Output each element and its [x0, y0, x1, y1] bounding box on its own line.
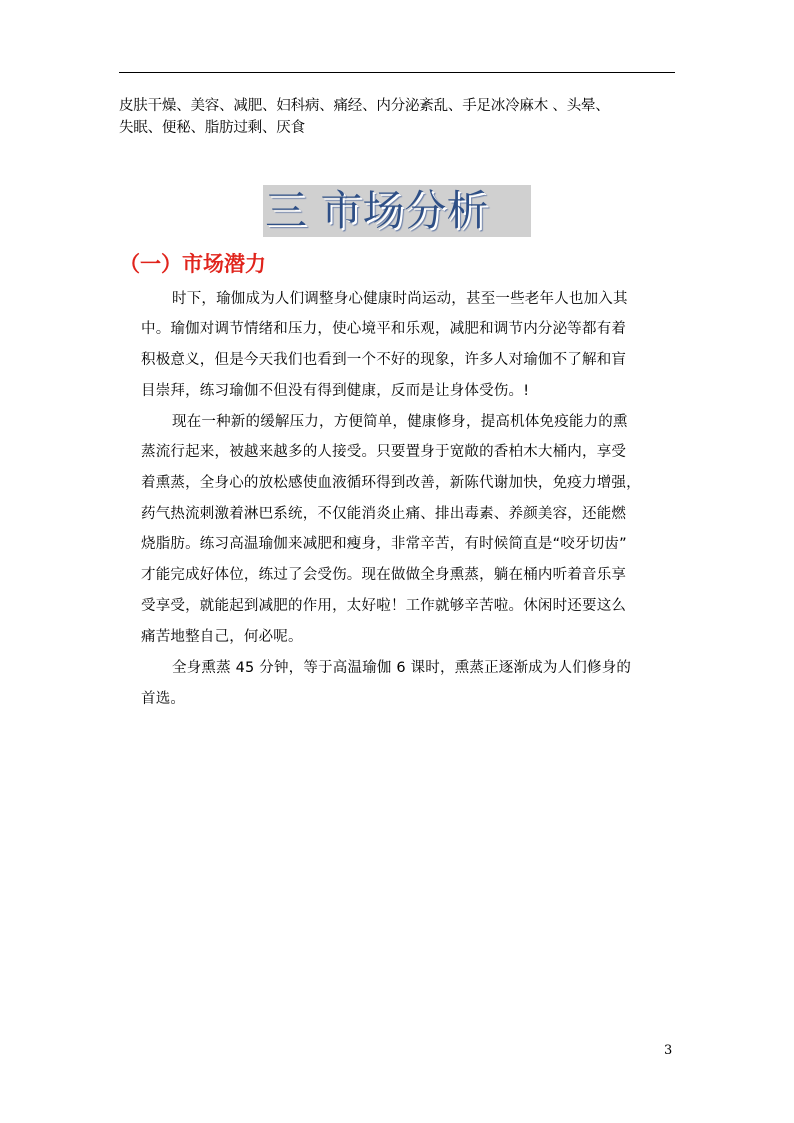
paragraph-line: 着熏蒸，全身心的放松感使血液循环得到改善，新陈代谢加快，免疫力增强， [141, 475, 641, 491]
header-rule [119, 72, 675, 73]
paragraph-line: 首选。 [141, 691, 186, 707]
intro-line: 皮肤干燥、美容、减肥、妇科病、痛经、内分泌紊乱、手足冰冷麻木 、头晕、 [119, 98, 610, 114]
paragraph-line: 痛苦地整自己，何必呢。 [141, 629, 303, 645]
paragraph-line: 药气热流刺激着淋巴系统，不仅能消炎止痛、排出毒素、养颜美容，还能燃 [141, 506, 627, 522]
paragraph-line: 积极意义，但是今天我们也看到一个不好的现象，许多人对瑜伽不了解和盲 [141, 352, 627, 368]
paragraph-line: 中。瑜伽对调节情绪和压力，使心境平和乐观，减肥和调节内分泌等都有着 [141, 321, 627, 337]
paragraph-line: 蒸流行起来，被越来越多的人接受。只要置身于宽敞的香柏木大桶内，享受 [141, 444, 627, 460]
paragraph-line: 全身熏蒸 45 分钟，等于高温瑜伽 6 课时，熏蒸正逐渐成为人们修身的 [172, 660, 632, 676]
intro-line: 失眠、便秘、脂肪过剩、厌食 [119, 120, 305, 136]
paragraph-line: 受享受，就能起到减肥的作用，太好啦！工作就够辛苦啦。休闲时还要这么 [141, 598, 627, 614]
paragraph-line: 目崇拜，练习瑜伽不但没有得到健康，反而是让身体受伤。! [141, 383, 530, 399]
paragraph-line: 现在一种新的缓解压力，方便简单，健康修身，提高机体免疫能力的熏 [172, 414, 628, 430]
paragraph-line: 时下，瑜伽成为人们调整身心健康时尚运动，甚至一些老年人也加入其 [172, 291, 628, 307]
section-title: 三 市场分析 [265, 186, 489, 235]
paragraph-line: 才能完成好体位，练过了会受伤。现在做做全身熏蒸，躺在桶内听着音乐享 [141, 567, 627, 583]
page-number: 3 [664, 1043, 673, 1058]
paragraph-line: 烧脂肪。练习高温瑜伽来减肥和瘦身，非常辛苦，有时候简直是“咬牙切齿” [141, 536, 627, 552]
subsection-title: （一）市场潜力 [119, 252, 266, 276]
